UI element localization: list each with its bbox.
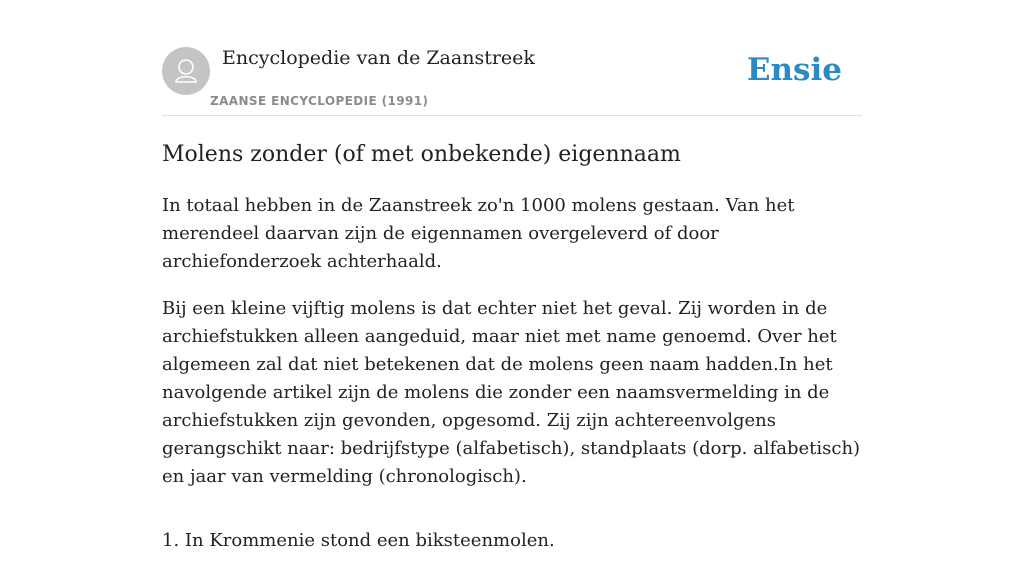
article-title: Molens zonder (of met onbekende) eigennaam [162, 142, 681, 167]
avatar[interactable] [162, 47, 210, 95]
source-title[interactable]: Encyclopedie van de Zaanstreek [222, 47, 535, 69]
source-header [162, 0, 862, 116]
article-body [162, 192, 862, 574]
source-subtitle: ZAANSE ENCYCLOPEDIE (1991) [210, 94, 429, 108]
page [162, 0, 862, 551]
paragraph: In totaal hebben in de Zaanstreek zo'n 1000 molens gestaan. Van het merendeel daarvan zijn de eigennamen overgeleverd of door archiefonderzoek achterhaald. [162, 195, 795, 272]
paragraph: Bij een kleine vijftig molens is dat echter niet het geval. Zij worden in de archiefstukken alleen aangeduid, maar niet met name genoemd. Over het algemeen zal dat niet betekenen dat de molens geen naam hadden.In het navolgende artikel zijn de molens die zonder een naamsvermelding in de archiefstukken zijn gevonden, opgesomd. Zij zijn achtereenvolgens gerangschikt naar: bedrijfstype (alfabetisch), standplaats (dorp. alfabetisch) en jaar van vermelding (chronologisch). [162, 298, 861, 487]
list-item: 1. In Krommenie stond een biksteenmolen. [162, 530, 555, 551]
brand-logo[interactable]: Ensie [746, 52, 842, 88]
user-placeholder-icon [162, 47, 210, 95]
